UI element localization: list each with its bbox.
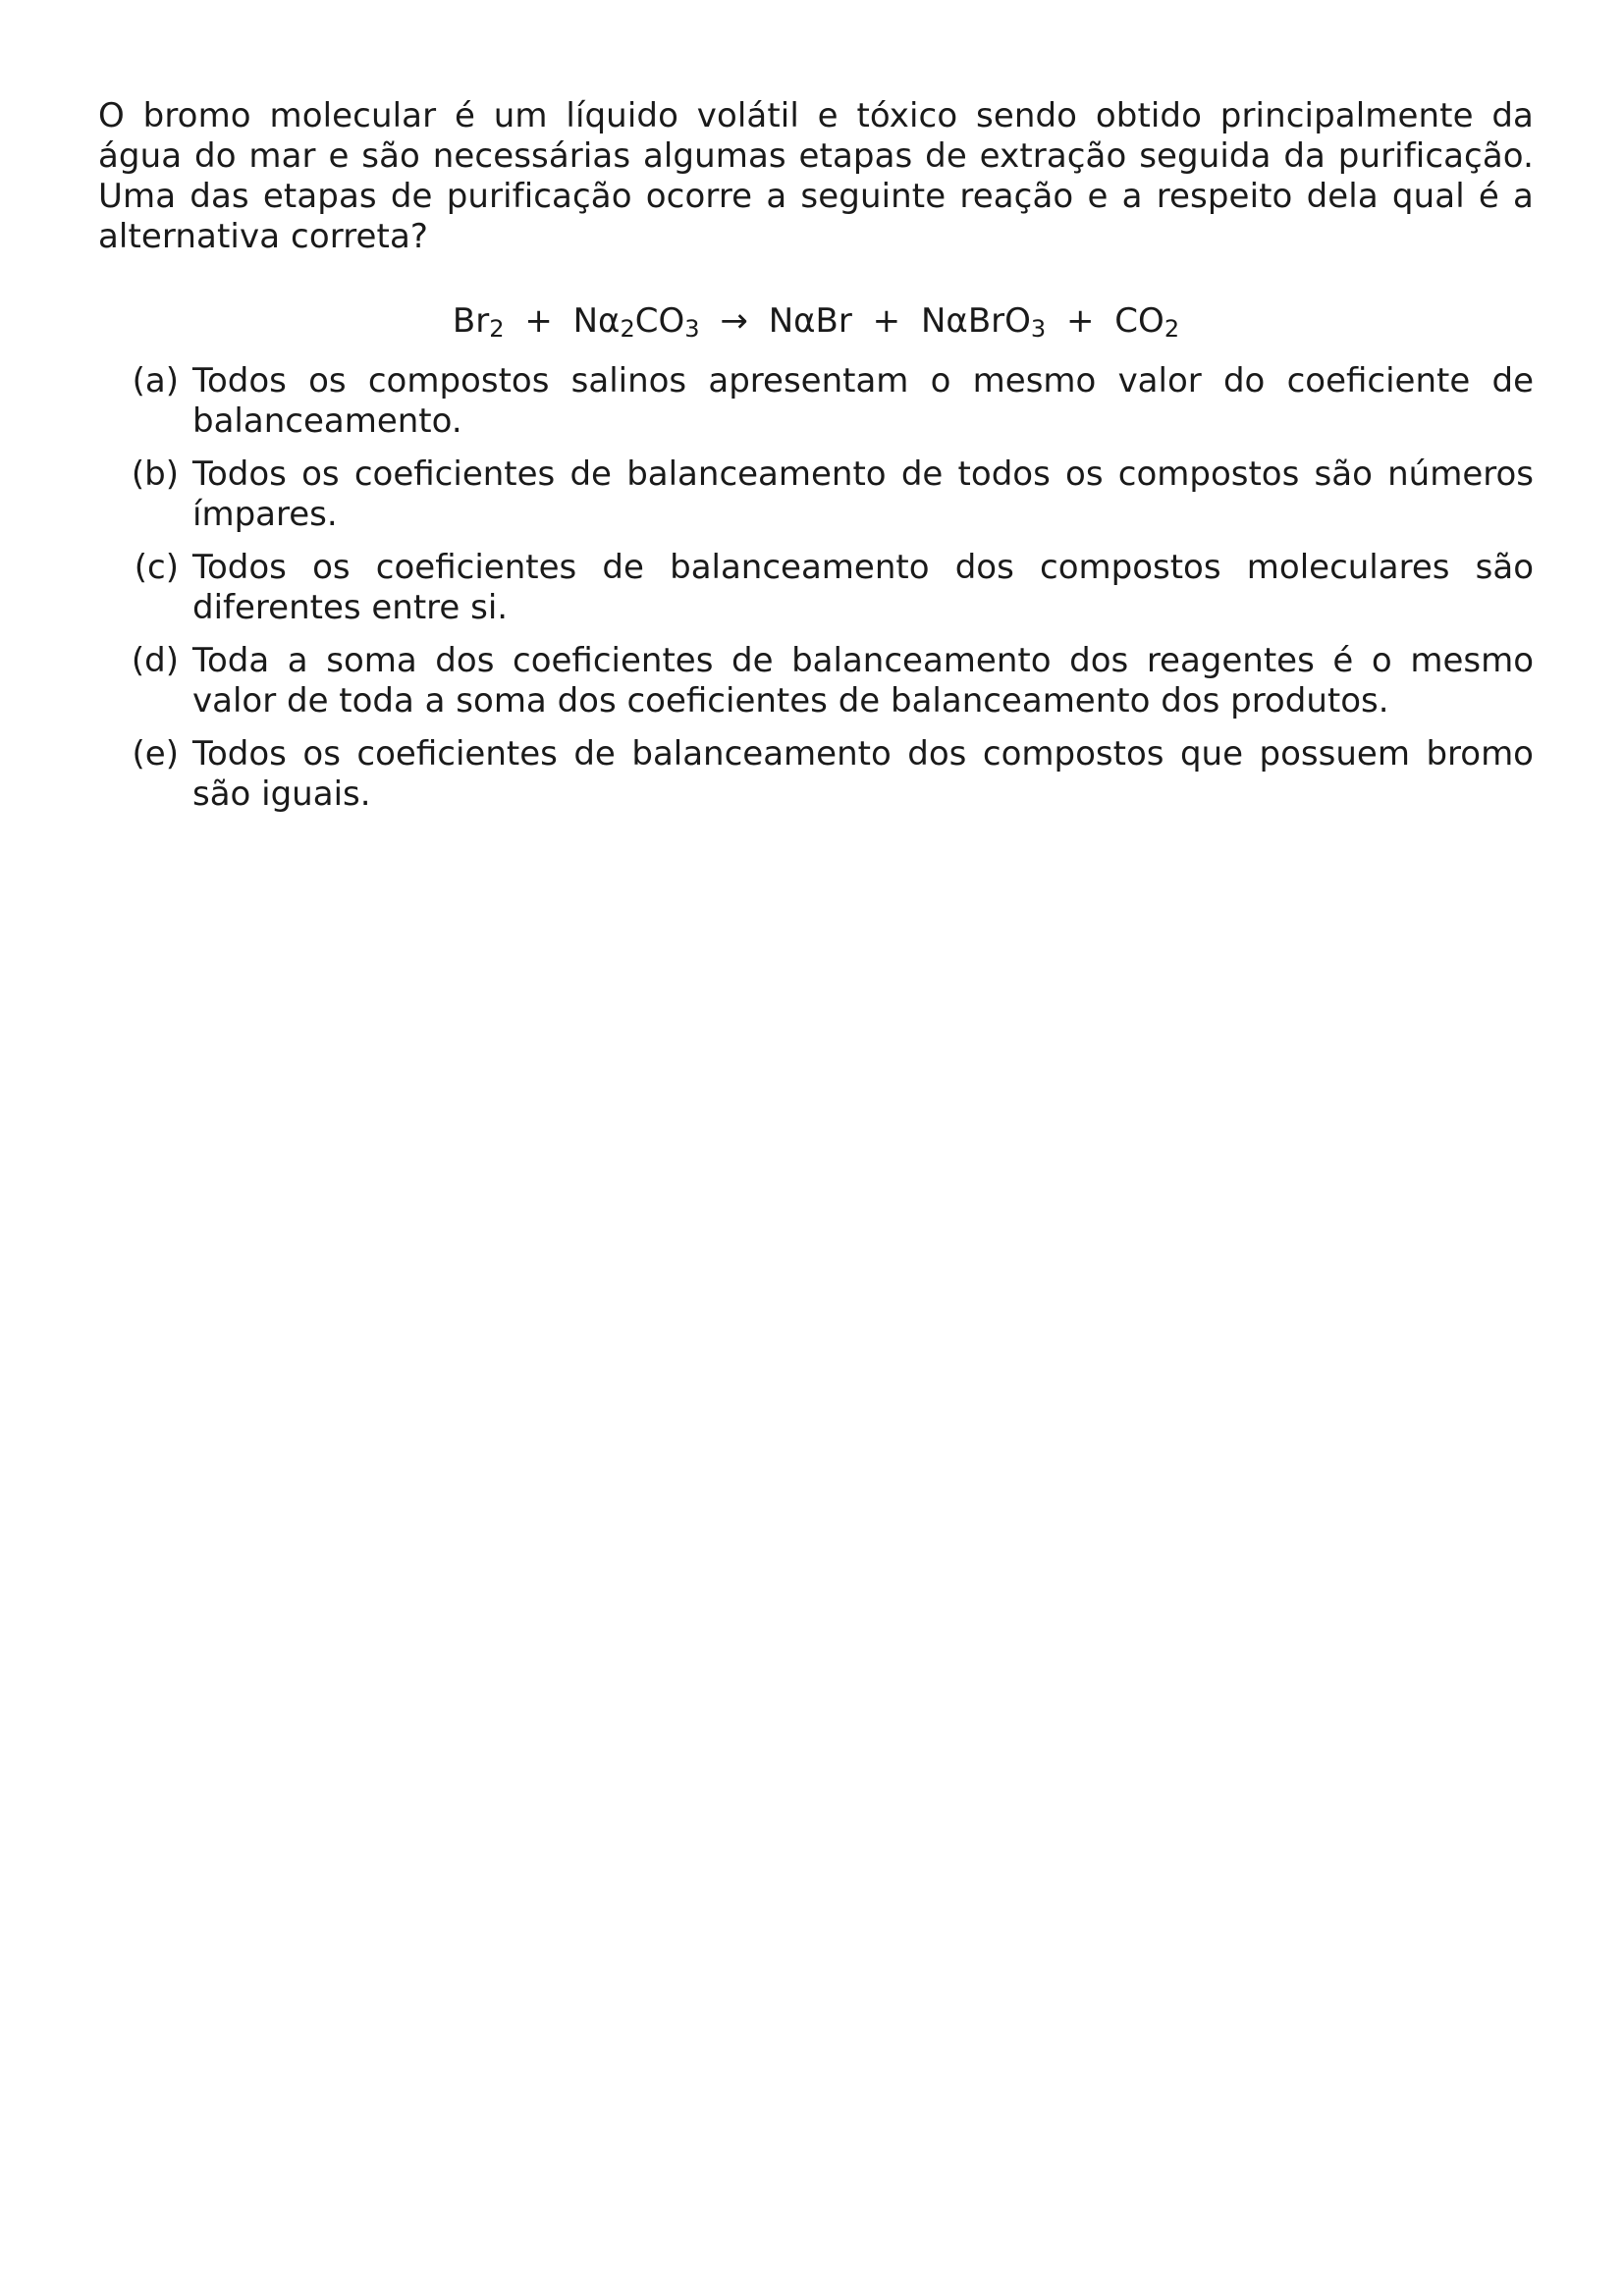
option-text: Todos os coeficientes de balanceamento dos compostos moleculares são diferentes entre si.: [192, 548, 1534, 627]
option-text: Todos os compostos salinos apresentam o mesmo valor do coeficiente de balanceamento.: [192, 361, 1534, 441]
reactant-bromine: $Br_2$: [452, 301, 505, 343]
plus-sign: +: [872, 301, 901, 341]
option-c[interactable]: [98, 548, 1534, 628]
reactant-sodium-carbonate: $N\alpha_2CO_3$: [572, 301, 700, 343]
option-label: (a): [132, 361, 179, 400]
option-label: (b): [131, 454, 179, 494]
product-carbon-dioxide: $CO_2$: [1114, 301, 1180, 343]
reaction-arrow: →: [720, 301, 748, 341]
plus-sign: +: [524, 301, 553, 341]
product-sodium-bromide: NαBr: [768, 301, 852, 341]
document-page: [98, 96, 1534, 830]
option-d[interactable]: [98, 641, 1534, 721]
option-a[interactable]: [98, 361, 1534, 442]
option-e[interactable]: [98, 734, 1534, 815]
plus-sign: +: [1065, 301, 1095, 341]
option-label: (d): [131, 641, 179, 680]
chemical-equation: [98, 301, 1534, 342]
question-text: O bromo molecular é um líquido volátil e tóxico sendo obtido principalmente da água do mar e são necessárias algumas etapas de extração seguida da purificação. Uma das etapas de purificação ocorre a seguinte reação e a respeito dela qual é a alternativa correta?: [98, 96, 1534, 256]
option-text: Toda a soma dos coeficientes de balanceamento dos reagentes é o mesmo valor de toda a soma dos coeficientes de balanceamento dos produtos.: [192, 641, 1534, 721]
option-label: (c): [134, 548, 179, 587]
option-text: Todos os coeficientes de balanceamento de todos os compostos são números ímpares.: [192, 454, 1534, 534]
option-label: (e): [132, 734, 179, 774]
option-text: Todos os coeficientes de balanceamento dos compostos que possuem bromo são iguais.: [192, 734, 1534, 814]
product-sodium-bromate: NαBrO$_3$: [920, 301, 1047, 343]
option-b[interactable]: [98, 454, 1534, 535]
answer-options: [98, 361, 1534, 815]
